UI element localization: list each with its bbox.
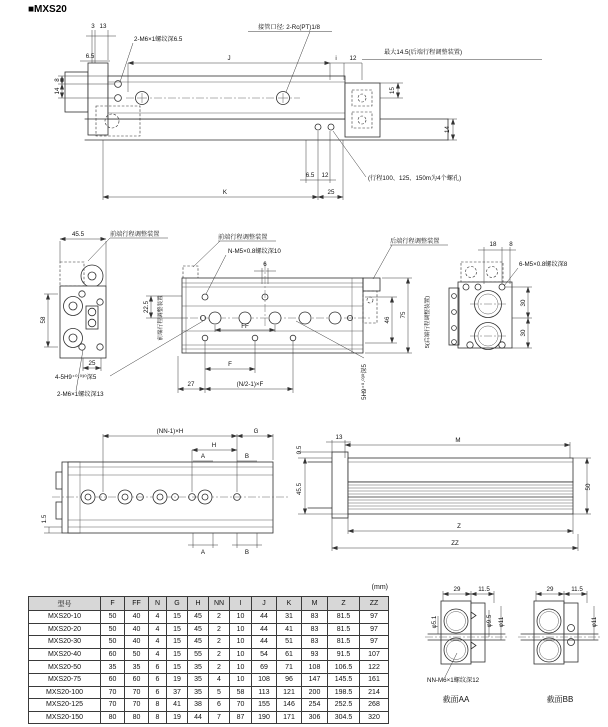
- dim-label: φ5.1: [431, 615, 438, 629]
- value-cell: 171: [277, 711, 302, 724]
- header-row: [29, 597, 389, 611]
- section-bb-view: [518, 586, 601, 704]
- dim-label: 12: [321, 172, 329, 179]
- dim-label: 14: [444, 126, 451, 133]
- value-cell: 37: [167, 686, 188, 699]
- dim-label: 6: [263, 261, 267, 268]
- value-cell: 108: [302, 661, 328, 674]
- value-cell: 44: [252, 611, 277, 624]
- value-cell: 10: [230, 648, 252, 661]
- value-cell: 146: [277, 699, 302, 712]
- column-header: FF: [125, 597, 149, 611]
- model-cell: MXS20-100: [29, 686, 101, 699]
- value-cell: 306: [302, 711, 328, 724]
- column-header: G: [167, 597, 188, 611]
- front-adjuster-note: 前端行程调整装置: [218, 234, 268, 241]
- top-plan-view: [54, 23, 542, 200]
- dim-label: (NN-1)×H: [156, 428, 184, 435]
- column-header: F: [101, 597, 125, 611]
- model-cell: MXS20-40: [29, 648, 101, 661]
- dim-label: 58: [40, 316, 47, 324]
- rear-end-view: [449, 241, 568, 350]
- model-cell: MXS20-75: [29, 673, 101, 686]
- value-cell: 2: [209, 611, 230, 624]
- value-cell: 198.5: [328, 686, 360, 699]
- value-cell: 145.5: [328, 673, 360, 686]
- value-cell: 80: [101, 711, 125, 724]
- dim-label: 45.5: [71, 231, 85, 238]
- value-cell: 70: [101, 686, 125, 699]
- value-cell: 4: [209, 673, 230, 686]
- value-cell: 45: [188, 611, 209, 624]
- dim-label: 1.5: [41, 514, 48, 524]
- dim-label: J: [227, 55, 231, 62]
- value-cell: 15: [167, 648, 188, 661]
- value-cell: 15: [167, 661, 188, 674]
- value-cell: 6: [149, 673, 167, 686]
- value-cell: 41: [167, 699, 188, 712]
- value-cell: 268: [360, 699, 389, 712]
- bottom-view: [41, 428, 288, 556]
- value-cell: 40: [125, 611, 149, 624]
- value-cell: 60: [101, 673, 125, 686]
- value-cell: 70: [101, 699, 125, 712]
- model-cell: MXS20-20: [29, 623, 101, 636]
- value-cell: 40: [125, 623, 149, 636]
- model-cell: MXS20-30: [29, 636, 101, 649]
- thread-note: 6-M5×0.8螺纹深8: [519, 261, 568, 268]
- value-cell: 15: [167, 623, 188, 636]
- value-cell: 70: [125, 686, 149, 699]
- value-cell: 80: [125, 711, 149, 724]
- column-header: 型号: [29, 597, 101, 611]
- value-cell: 2: [209, 636, 230, 649]
- table-row: [29, 611, 389, 624]
- value-cell: 91.5: [328, 648, 360, 661]
- rear-adjuster-note: 后端行程调整装置: [390, 238, 440, 245]
- value-cell: 200: [302, 686, 328, 699]
- value-cell: 54: [252, 648, 277, 661]
- value-cell: 10: [230, 611, 252, 624]
- dim-label: 30: [520, 299, 527, 307]
- value-cell: 61: [277, 648, 302, 661]
- value-cell: 35: [188, 661, 209, 674]
- value-cell: 4: [149, 611, 167, 624]
- value-cell: 50: [101, 623, 125, 636]
- value-cell: 121: [277, 686, 302, 699]
- column-header: H: [188, 597, 209, 611]
- value-cell: 50: [101, 636, 125, 649]
- model-cell: MXS20-125: [29, 699, 101, 712]
- value-cell: 81.5: [328, 611, 360, 624]
- value-cell: 214: [360, 686, 389, 699]
- dim-label: (N/2-1)×F: [236, 381, 264, 388]
- table-row: [29, 699, 389, 712]
- value-cell: 147: [302, 673, 328, 686]
- dimension-table: [28, 596, 389, 724]
- value-cell: 35: [188, 673, 209, 686]
- value-cell: 6: [209, 699, 230, 712]
- value-cell: 254: [302, 699, 328, 712]
- unit-note: (mm): [371, 584, 388, 591]
- value-cell: 252.5: [328, 699, 360, 712]
- value-cell: 44: [252, 623, 277, 636]
- value-cell: 83: [302, 636, 328, 649]
- section-bb-label: 截面BB: [546, 695, 574, 704]
- front-adjuster-vertical-note: 前端行程调整装置: [158, 295, 164, 341]
- dim-label: φ11: [498, 616, 505, 628]
- value-cell: 4: [149, 623, 167, 636]
- column-header: NN: [209, 597, 230, 611]
- dim-label: φ11: [591, 616, 598, 628]
- dim-label: 29: [453, 586, 461, 593]
- value-cell: 113: [252, 686, 277, 699]
- column-header: ZZ: [360, 597, 389, 611]
- port-note: 接管口径: 2-Rc(PT)1/8: [258, 24, 320, 31]
- table-body: [29, 611, 389, 724]
- page-title: ■MXS20: [28, 4, 67, 15]
- value-cell: 70: [125, 699, 149, 712]
- value-cell: 107: [360, 648, 389, 661]
- value-cell: 10: [230, 661, 252, 674]
- dim-label: 8: [509, 241, 513, 248]
- value-cell: 70: [230, 699, 252, 712]
- value-cell: 58: [230, 686, 252, 699]
- value-cell: 41: [277, 623, 302, 636]
- column-header: I: [230, 597, 252, 611]
- value-cell: 2: [209, 661, 230, 674]
- dim-label: B: [244, 549, 250, 556]
- value-cell: 97: [360, 636, 389, 649]
- dim-label: 22.5: [143, 300, 150, 314]
- value-cell: 2: [209, 623, 230, 636]
- dim-label: F: [228, 361, 232, 368]
- value-cell: 50: [101, 611, 125, 624]
- value-cell: 97: [360, 611, 389, 624]
- value-cell: 15: [167, 636, 188, 649]
- value-cell: 45: [188, 623, 209, 636]
- dim-label: M: [455, 437, 461, 444]
- value-cell: 83: [302, 623, 328, 636]
- value-cell: 51: [277, 636, 302, 649]
- value-cell: 81.5: [328, 623, 360, 636]
- dim-label: A: [200, 549, 206, 556]
- dim-label: 29: [546, 586, 554, 593]
- value-cell: 2: [209, 648, 230, 661]
- table-row: [29, 648, 389, 661]
- dim-label: G: [253, 428, 259, 435]
- table-row: [29, 636, 389, 649]
- rear-adjuster-vertical-note: 5(后端行程调整装置): [425, 295, 431, 349]
- value-cell: 38: [188, 699, 209, 712]
- dim-label: 15: [389, 87, 396, 94]
- value-cell: 7: [209, 711, 230, 724]
- model-cell: MXS20-10: [29, 611, 101, 624]
- value-cell: 40: [125, 636, 149, 649]
- value-cell: 155: [252, 699, 277, 712]
- dim-label: 30: [520, 329, 527, 337]
- table-row: [29, 711, 389, 724]
- value-cell: 96: [277, 673, 302, 686]
- dim-label: 46: [384, 316, 391, 324]
- dim-label: 6.5: [305, 172, 315, 179]
- thread-note: N-M5×0.8螺纹深10: [228, 248, 281, 255]
- dim-label: Z: [457, 523, 461, 530]
- front-adjuster-note: 前端行程调整装置: [110, 231, 160, 238]
- side-profile-view: [296, 434, 592, 551]
- value-cell: 10: [230, 623, 252, 636]
- table-row: [29, 686, 389, 699]
- value-cell: 69: [252, 661, 277, 674]
- value-cell: 45: [188, 636, 209, 649]
- value-cell: 10: [230, 673, 252, 686]
- column-header: J: [252, 597, 277, 611]
- dim-label: i: [335, 55, 337, 62]
- column-header: Z: [328, 597, 360, 611]
- value-cell: 55: [188, 648, 209, 661]
- table-row: [29, 623, 389, 636]
- value-cell: 190: [252, 711, 277, 724]
- thread-note: NN-M6×1螺纹深12: [427, 677, 480, 684]
- table-row: [29, 661, 389, 674]
- dim-label: 8: [54, 78, 61, 82]
- value-cell: 93: [302, 648, 328, 661]
- column-header: K: [277, 597, 302, 611]
- value-cell: 122: [360, 661, 389, 674]
- value-cell: 106.5: [328, 661, 360, 674]
- model-cell: MXS20-150: [29, 711, 101, 724]
- dim-label: 14: [54, 87, 61, 95]
- dim-label: FF: [241, 323, 249, 330]
- value-cell: 10: [230, 636, 252, 649]
- dim-label: 13: [335, 434, 343, 441]
- section-aa-view: [425, 586, 508, 704]
- dim-label: 25: [88, 360, 96, 367]
- dim-label: 13: [99, 23, 107, 30]
- thread-note: 2-M6×1螺纹深6.5: [134, 36, 183, 43]
- value-cell: 97: [360, 623, 389, 636]
- dim-label: 75: [400, 311, 407, 319]
- value-cell: 81.5: [328, 636, 360, 649]
- value-cell: 60: [125, 673, 149, 686]
- value-cell: 6: [149, 686, 167, 699]
- dim-label: H: [211, 442, 217, 449]
- value-cell: 108: [252, 673, 277, 686]
- side-elevation-view: [55, 233, 448, 400]
- dim-label: B: [244, 453, 250, 460]
- max-adjust-note: 最大14.5(后端行程调整装置): [384, 49, 463, 56]
- column-header: M: [302, 597, 328, 611]
- value-cell: 44: [252, 636, 277, 649]
- dim-label: 12: [349, 55, 357, 62]
- dim-label: 11.5: [478, 586, 490, 593]
- value-cell: 31: [277, 611, 302, 624]
- dim-label: φ9.5: [486, 614, 493, 628]
- value-cell: 19: [167, 711, 188, 724]
- value-cell: 15: [167, 611, 188, 624]
- dim-label: K: [222, 189, 228, 196]
- table-row: [29, 673, 389, 686]
- pin-hole-note: 4-5H9⁺⁰·⁰³⁰深5: [55, 374, 97, 381]
- value-cell: 304.5: [328, 711, 360, 724]
- value-cell: 4: [149, 636, 167, 649]
- value-cell: 50: [125, 648, 149, 661]
- value-cell: 60: [101, 648, 125, 661]
- pin-hole-note: 5H9⁺⁰·⁰³⁰深5: [361, 364, 368, 400]
- value-cell: 6: [149, 661, 167, 674]
- stroke-holes-note: (行程100、125、150m为4个螺孔): [368, 175, 462, 182]
- value-cell: 35: [101, 661, 125, 674]
- value-cell: 8: [149, 711, 167, 724]
- dim-label: 3: [91, 23, 95, 30]
- dim-label: 6.5: [85, 53, 95, 60]
- column-header: N: [149, 597, 167, 611]
- section-aa-label: 截面AA: [442, 695, 470, 704]
- dim-label: 18: [489, 241, 497, 248]
- dim-label: 27: [187, 381, 195, 388]
- dim-label: ZZ: [451, 540, 459, 547]
- dim-label: 50: [585, 483, 592, 491]
- value-cell: 4: [149, 648, 167, 661]
- value-cell: 83: [302, 611, 328, 624]
- dim-label: 11.5: [571, 586, 583, 593]
- value-cell: 5: [209, 686, 230, 699]
- model-cell: MXS20-50: [29, 661, 101, 674]
- dim-label: 45.5: [296, 482, 303, 496]
- value-cell: 161: [360, 673, 389, 686]
- dim-label: A: [200, 453, 206, 460]
- dim-label: 0.5: [296, 445, 303, 455]
- dim-label: 25: [327, 189, 335, 196]
- value-cell: 8: [149, 699, 167, 712]
- value-cell: 19: [167, 673, 188, 686]
- thread-note: 2-M6×1螺纹深13: [57, 391, 104, 398]
- value-cell: 87: [230, 711, 252, 724]
- value-cell: 320: [360, 711, 389, 724]
- value-cell: 71: [277, 661, 302, 674]
- value-cell: 35: [188, 686, 209, 699]
- value-cell: 35: [125, 661, 149, 674]
- value-cell: 44: [188, 711, 209, 724]
